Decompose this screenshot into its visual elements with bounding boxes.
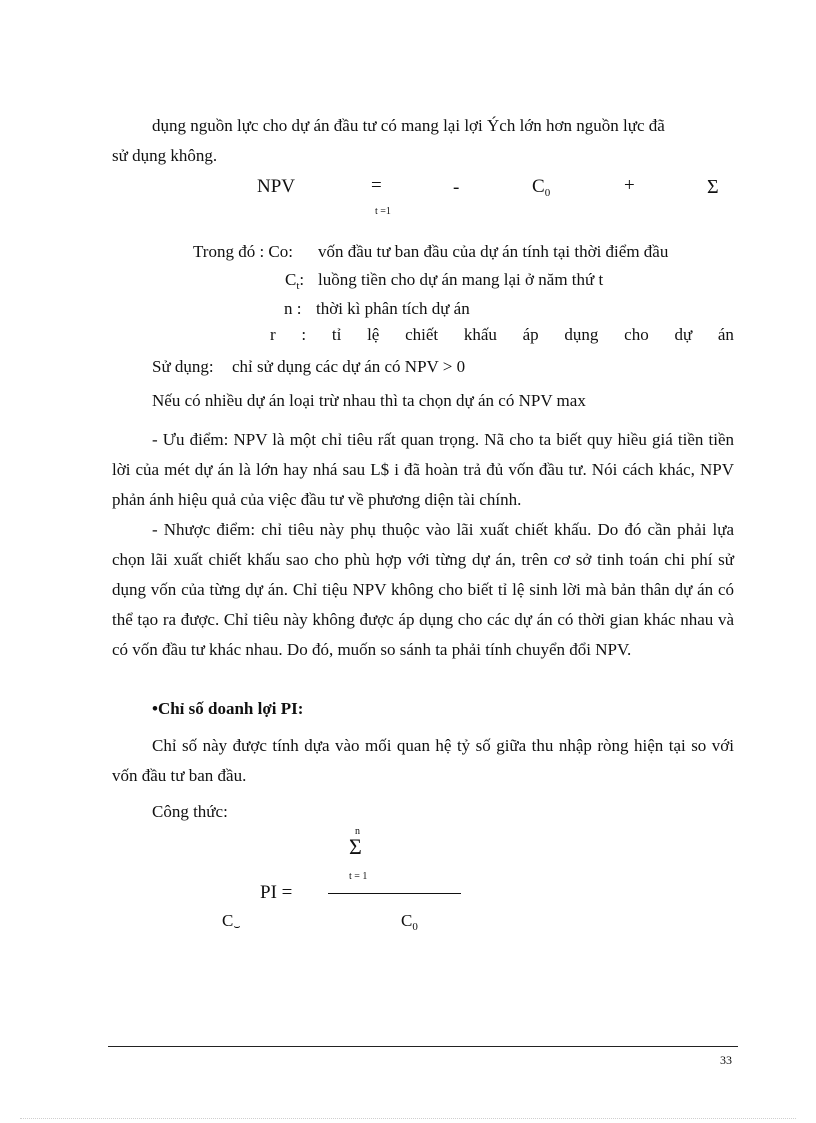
c-letter: C [222, 911, 234, 930]
def-co-text: vốn đầu tư ban đầu của dự án tính tại thời điểm đầu [318, 242, 669, 261]
pi-lhs: PI = [260, 882, 293, 903]
def-co-label: Trong đó : Co: [193, 242, 293, 261]
paragraph-line: dụng nguồn lực cho dự án đầu tư có mang lại lợi Ých lớn hơn nguồn lực đã [152, 116, 665, 135]
def-r-line [270, 326, 734, 343]
c-left-term [222, 912, 241, 933]
word: tỉ [331, 325, 342, 344]
word: khấu [463, 325, 497, 344]
word: lệ [367, 325, 380, 344]
def-ct-text: luồng tiền cho dự án mang lại ở năm thứ t [318, 270, 604, 289]
pi-description [112, 731, 734, 791]
pi-heading [152, 700, 303, 717]
c-letter: C [285, 270, 297, 289]
pi-heading-text: Chỉ số doanh lợi PI: [157, 699, 304, 718]
c-letter: C [532, 176, 545, 197]
formula-label: Công thức: [152, 802, 228, 821]
sigma-symbol: Σ [707, 176, 719, 198]
disadvantage-text: - Nhược điểm: chỉ tiêu này phụ thuộc vào lãi xuất chiết khấu. Do đó cần phải lựa chọn lãi xuất chiết khấu sao cho phù hợp với từng dự án, trên cơ sở tinh toán chi phí sử dụng vốn của từng dự án. Chỉ tiệu NPV không cho biết tỉ lệ sinh lời mà bản thân dự án có thể tạo ra được. Chỉ tiêu này không được áp dụng cho các dự án có thời gian khác nhau và có vốn đầu tư khác nhau. Do đó, muốn so sánh ta phải tính chuyển đổi NPV. [112, 520, 734, 659]
def-n-label: n : [284, 299, 302, 318]
denominator-c0 [401, 912, 418, 933]
subscript: 0 [544, 187, 551, 199]
sum-upper-limit: n [355, 826, 360, 837]
paragraph-line: sử dụng không. [112, 146, 218, 165]
word: r [270, 325, 276, 344]
footer-rule [108, 1046, 738, 1047]
minus-sign: - [453, 177, 460, 198]
disadvantage-paragraph [112, 515, 734, 665]
page-number: 33 [720, 1053, 732, 1067]
subscript: t [296, 280, 300, 292]
def-ct-label [285, 271, 304, 292]
subscript: 0 [412, 921, 418, 933]
word: áp [522, 325, 539, 344]
def-n-text: thời kì phân tích dự án [316, 299, 470, 318]
word: chiết [405, 325, 439, 344]
colon: : [299, 270, 305, 289]
word: : [301, 325, 307, 344]
c-letter: C [401, 911, 413, 930]
equals-sign: = [371, 175, 382, 196]
usage-label: Sử dụng: [152, 357, 214, 376]
page-edge-dotted-line [20, 1118, 796, 1119]
word: cho [624, 325, 649, 344]
sigma-symbol: Σ [349, 834, 362, 859]
word: dự [674, 325, 693, 344]
npv-symbol: NPV [257, 176, 296, 197]
exclusive-rule: Nếu có nhiều dự án loại trừ nhau thì ta chọn dự án có NPV max [152, 391, 586, 410]
advantage-paragraph [112, 425, 734, 515]
word: án [717, 325, 734, 344]
advantage-text: - Ưu điểm: NPV là một chỉ tiêu rất quan trọng. Nã cho ta biết quy hiều giá tiền tiền lời của mét dự án là lớn hay nhá sau L$ i đã hoàn trả đủ vốn đầu tư. Nói cách khác, NPV phản ánh hiệu quả của việc đầu tư về phương diện tài chính. [112, 430, 734, 509]
usage-text: chỉ sử dụng các dự án có NPV > 0 [232, 357, 466, 376]
subscript: ⌣ [233, 921, 241, 933]
sum-index: t = 1 [349, 871, 368, 882]
sum-index: t =1 [375, 206, 391, 217]
fraction-bar [328, 893, 461, 894]
word: dụng [564, 325, 599, 344]
bullet-icon: • [152, 699, 158, 718]
pi-description-text: Chỉ số này được tính dựa vào mối quan hệ tỷ số giữa thu nhập ròng hiện tại so với vốn đầu tư ban đầu. [112, 736, 734, 785]
plus-sign: + [624, 175, 635, 196]
c0-term [532, 177, 550, 199]
